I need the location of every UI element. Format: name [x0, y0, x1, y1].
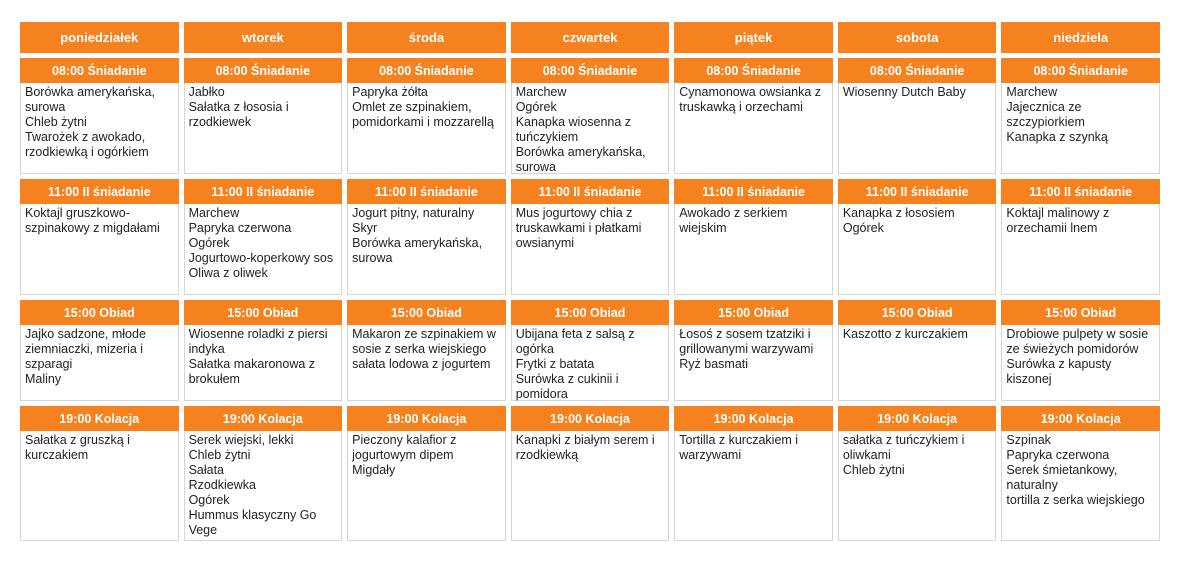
meal-item: Drobiowe pulpety w sosie ze świeżych pomidorów: [1006, 327, 1149, 356]
day-header: poniedziałek: [20, 22, 179, 58]
meal-cell: [674, 83, 833, 174]
meal-item: Chleb żytni: [188, 448, 251, 462]
meal-item: Sałata: [188, 463, 225, 477]
meal-item: Jabłko: [188, 85, 225, 99]
meal-time-header: 08:00 Śniadanie: [511, 58, 670, 83]
meal-item: Skyr: [352, 221, 378, 235]
meal-item: Chleb żytni: [842, 463, 905, 477]
meal-time-header: 15:00 Obiad: [674, 300, 833, 325]
meal-time-header: 19:00 Kolacja: [674, 406, 833, 431]
meal-time-header: 19:00 Kolacja: [347, 406, 506, 431]
day-header: wtorek: [184, 22, 343, 58]
meal-item: Frytki z batata: [515, 357, 595, 371]
meal-time-header: 15:00 Obiad: [184, 300, 343, 325]
meal-time-header: 11:00 II śniadanie: [184, 179, 343, 204]
meal-item: Ogórek: [188, 493, 230, 507]
meal-item: sałatka z tuńczykiem i oliwkami: [842, 433, 965, 462]
meal-item: Marchew: [515, 85, 567, 99]
meal-item: Ogórek: [842, 221, 884, 235]
meal-time-header: 08:00 Śniadanie: [1001, 58, 1160, 83]
meal-item: Koktajl gruszkowo-szpinakowy z migdałami: [25, 206, 160, 235]
meal-item: Szpinak: [1006, 433, 1051, 447]
meal-time-header: 19:00 Kolacja: [838, 406, 997, 431]
meal-time-header: 15:00 Obiad: [1001, 300, 1160, 325]
day-header: niedziela: [1001, 22, 1160, 58]
meal-item: Pieczony kalafior z jogurtowym dipem: [352, 433, 457, 462]
meal-time-header: 08:00 Śniadanie: [20, 58, 179, 83]
meal-cell: [674, 431, 833, 541]
meal-item: Kanapka z łososiem: [842, 206, 955, 220]
meal-cell: [347, 83, 506, 174]
meal-item: tortilla z serka wiejskiego: [1006, 493, 1145, 507]
day-header: czwartek: [511, 22, 670, 58]
meal-cell: [184, 431, 343, 541]
meal-time-header: 11:00 II śniadanie: [347, 179, 506, 204]
meal-time-header: 08:00 Śniadanie: [347, 58, 506, 83]
meal-item: Rzodkiewka: [188, 478, 256, 492]
meal-item: Ogórek: [188, 236, 230, 250]
meal-item: Maliny: [25, 372, 62, 386]
meal-cell: [184, 83, 343, 174]
meal-item: Wiosenne roladki z piersi indyka: [188, 327, 328, 356]
meal-cell: [1001, 204, 1160, 295]
meal-item: Serek śmietankowy, naturalny: [1006, 463, 1118, 492]
meal-item: Papryka żółta: [352, 85, 428, 99]
meal-time-header: 15:00 Obiad: [347, 300, 506, 325]
meal-time-header: 15:00 Obiad: [838, 300, 997, 325]
meal-cell: [674, 325, 833, 401]
meal-item: Ryż basmati: [679, 357, 749, 371]
meal-time-header: 08:00 Śniadanie: [838, 58, 997, 83]
meal-cell: [1001, 325, 1160, 401]
meal-cell: [20, 83, 179, 174]
meal-item: Papryka czerwona: [1006, 448, 1110, 462]
meal-cell: [511, 83, 670, 174]
meal-cell: [838, 325, 997, 401]
meal-item: Mus jogurtowy chia z truskawkami i płatkami owsianymi: [515, 206, 642, 250]
meal-item: Ogórek: [515, 100, 557, 114]
meal-cell: [184, 325, 343, 401]
meal-item: Cynamonowa owsianka z truskawką i orzechami: [679, 85, 822, 114]
meal-item: Borówka amerykańska, surowa: [25, 85, 155, 114]
day-header: piątek: [674, 22, 833, 58]
meal-item: Jajecznica ze szczypiorkiem: [1006, 100, 1085, 129]
meal-time-header: 08:00 Śniadanie: [674, 58, 833, 83]
meal-item: Omlet ze szpinakiem, pomidorkami i mozzarellą: [352, 100, 494, 129]
meal-item: Kanapki z białym serem i rzodkiewką: [515, 433, 655, 462]
meal-cell: [838, 83, 997, 174]
meal-time-header: 19:00 Kolacja: [184, 406, 343, 431]
meal-item: Marchew: [188, 206, 240, 220]
meal-item: Surówka z kapusty kiszonej: [1006, 357, 1112, 386]
meal-cell: [838, 431, 997, 541]
meal-cell: [20, 325, 179, 401]
meal-time-header: 15:00 Obiad: [511, 300, 670, 325]
meal-cell: [347, 431, 506, 541]
meal-item: Borówka amerykańska, surowa: [515, 145, 646, 174]
day-header: sobota: [838, 22, 997, 58]
meal-item: Sałatka z gruszką i kurczakiem: [25, 433, 130, 462]
meal-time-header: 11:00 II śniadanie: [674, 179, 833, 204]
meal-item: Łosoś z sosem tzatziki i grillowanymi warzywami: [679, 327, 814, 356]
meal-cell: [1001, 431, 1160, 541]
meal-item: Jajko sadzone, młode ziemniaczki, mizeria i szparagi: [25, 327, 146, 371]
meal-cell: [184, 204, 343, 295]
meal-cell: [674, 204, 833, 295]
meal-item: Tortilla z kurczakiem i warzywami: [679, 433, 799, 462]
meal-item: Jogurt pitny, naturalny: [352, 206, 475, 220]
meal-time-header: 11:00 II śniadanie: [511, 179, 670, 204]
meal-time-header: 15:00 Obiad: [20, 300, 179, 325]
meal-item: Awokado z serkiem wiejskim: [679, 206, 788, 235]
meal-cell: [1001, 83, 1160, 174]
day-header: środa: [347, 22, 506, 58]
meal-time-header: 19:00 Kolacja: [511, 406, 670, 431]
meal-item: Hummus klasyczny Go Vege: [188, 508, 317, 537]
weekly-meal-plan: [20, 22, 1160, 546]
meal-item: Sałatka makaronowa z brokułem: [188, 357, 316, 386]
meal-item: Makaron ze szpinakiem w sosie z serka wiejskiego sałata lodowa z jogurtem: [352, 327, 496, 371]
meal-item: Wiosenny Dutch Baby: [842, 85, 966, 99]
meal-cell: [347, 325, 506, 401]
meal-item: Kaszotto z kurczakiem: [842, 327, 968, 341]
meal-time-header: 11:00 II śniadanie: [20, 179, 179, 204]
meal-item: Serek wiejski, lekki: [188, 433, 294, 447]
meal-item: Borówka amerykańska, surowa: [352, 236, 483, 265]
meal-item: Kanapka wiosenna z tuńczykiem: [515, 115, 632, 144]
meal-item: Migdały: [352, 463, 396, 477]
meal-item: Oliwa z oliwek: [188, 266, 268, 280]
meal-cell: [511, 204, 670, 295]
meal-cell: [511, 325, 670, 401]
meal-item: Twarożek z awokado, rzodkiewką i ogórkiem: [25, 130, 149, 159]
meal-cell: [20, 204, 179, 295]
meal-cell: [511, 431, 670, 541]
meal-cell: [838, 204, 997, 295]
meal-time-header: 19:00 Kolacja: [1001, 406, 1160, 431]
meal-item: Ubijana feta z salsą z ogórka: [515, 327, 635, 356]
meal-item: Jogurtowo-koperkowy sos: [188, 251, 334, 265]
meal-cell: [20, 431, 179, 541]
meal-item: Kanapka z szynką: [1006, 130, 1108, 144]
meal-cell: [347, 204, 506, 295]
meal-item: Papryka czerwona: [188, 221, 292, 235]
meal-item: Marchew: [1006, 85, 1058, 99]
meal-item: Koktajl malinowy z orzechamii lnem: [1006, 206, 1110, 235]
meal-time-header: 08:00 Śniadanie: [184, 58, 343, 83]
meal-item: Chleb żytni: [25, 115, 87, 129]
meal-item: Surówka z cukinii i pomidora: [515, 372, 619, 401]
meal-item: Sałatka z łososia i rzodkiewek: [188, 100, 289, 129]
meal-time-header: 19:00 Kolacja: [20, 406, 179, 431]
meal-time-header: 11:00 II śniadanie: [838, 179, 997, 204]
meal-time-header: 11:00 II śniadanie: [1001, 179, 1160, 204]
